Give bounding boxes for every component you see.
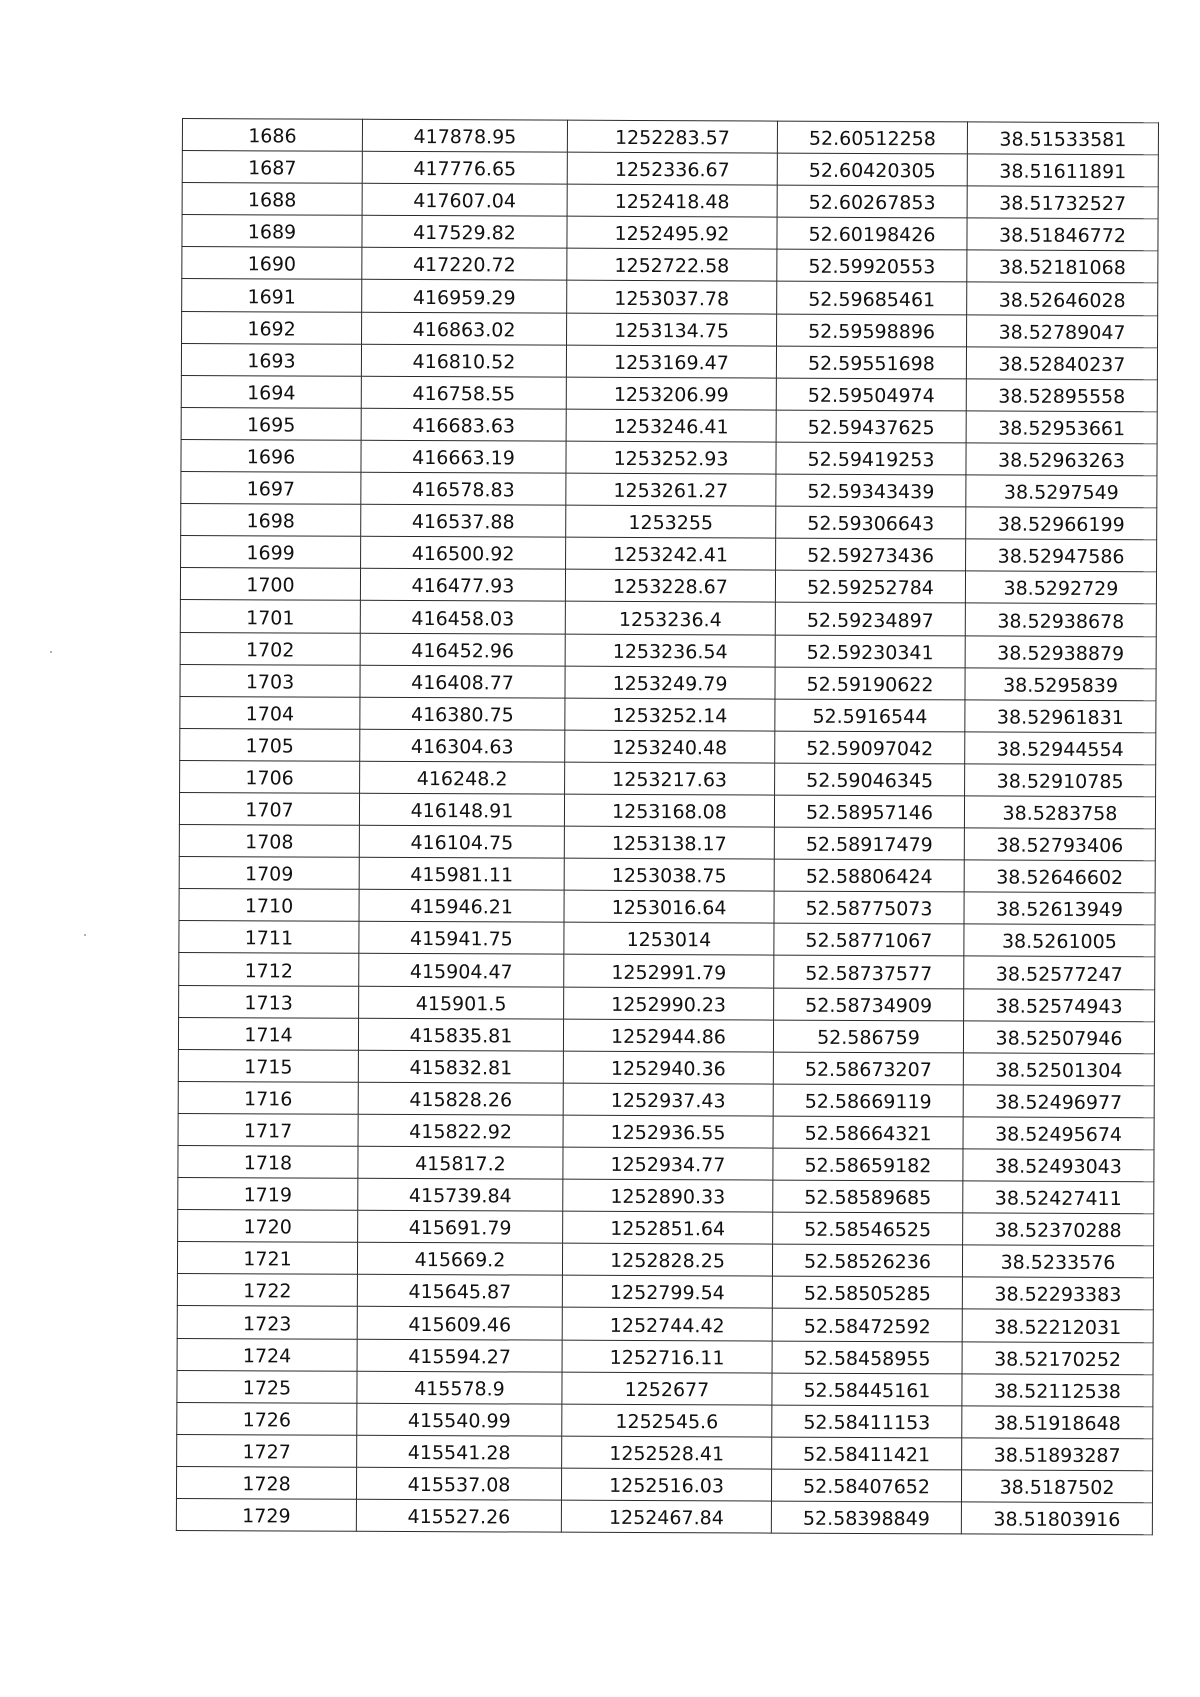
point-number-cell: 1713 (179, 985, 359, 1018)
table-row (179, 825, 1155, 861)
latitude-cell: 52.58669119 (773, 1084, 963, 1117)
point-number-cell: 1711 (179, 921, 359, 954)
latitude-cell: 52.59190622 (775, 667, 965, 700)
table-row (179, 889, 1155, 925)
point-number-cell: 1710 (179, 889, 359, 922)
latitude-cell: 52.59551698 (776, 346, 966, 379)
table-row (179, 953, 1155, 989)
longitude-cell: 38.52495674 (963, 1117, 1154, 1150)
longitude-cell: 38.52427411 (963, 1181, 1154, 1214)
x-coordinate-cell: 416452.96 (360, 633, 565, 666)
point-number-cell: 1728 (176, 1466, 356, 1499)
point-number-cell: 1719 (178, 1178, 358, 1211)
y-coordinate-cell: 1252516.03 (561, 1468, 771, 1501)
x-coordinate-cell: 416863.02 (362, 312, 567, 345)
table-row (181, 536, 1157, 572)
y-coordinate-cell: 1252799.54 (562, 1276, 772, 1309)
scan-speck (50, 651, 52, 653)
table-row (182, 247, 1158, 283)
latitude-cell: 52.59685461 (777, 282, 967, 315)
point-number-cell: 1705 (180, 728, 360, 761)
x-coordinate-cell: 415537.08 (356, 1467, 561, 1500)
y-coordinate-cell: 1252677 (562, 1372, 772, 1405)
longitude-cell: 38.52938879 (965, 635, 1156, 668)
y-coordinate-cell: 1252467.84 (561, 1500, 771, 1533)
latitude-cell: 52.5916544 (775, 699, 965, 732)
x-coordinate-cell: 416104.75 (359, 825, 564, 858)
longitude-cell: 38.51893287 (962, 1438, 1153, 1471)
table-row (176, 1499, 1152, 1535)
x-coordinate-cell: 415901.5 (359, 986, 564, 1019)
x-coordinate-cell: 415817.2 (358, 1146, 563, 1179)
latitude-cell: 52.58589685 (773, 1180, 963, 1213)
table-row (181, 375, 1157, 411)
longitude-cell: 38.52112538 (962, 1374, 1153, 1407)
point-number-cell: 1688 (182, 183, 362, 216)
y-coordinate-cell: 1253014 (564, 923, 774, 956)
point-number-cell: 1706 (180, 760, 360, 793)
longitude-cell: 38.52895558 (966, 379, 1157, 412)
longitude-cell: 38.52370288 (963, 1213, 1154, 1246)
y-coordinate-cell: 1252722.58 (567, 249, 777, 282)
latitude-cell: 52.59504974 (776, 378, 966, 411)
table-row (178, 1210, 1154, 1246)
latitude-cell: 52.58673207 (773, 1052, 963, 1085)
table-row (180, 600, 1156, 636)
x-coordinate-cell: 416304.63 (360, 729, 565, 762)
x-coordinate-cell: 416477.93 (360, 569, 565, 602)
longitude-cell: 38.5295839 (965, 668, 1156, 701)
y-coordinate-cell: 1252991.79 (564, 955, 774, 988)
x-coordinate-cell: 415904.47 (359, 954, 564, 987)
y-coordinate-cell: 1252940.36 (563, 1051, 773, 1084)
y-coordinate-cell: 1253249.79 (565, 666, 775, 699)
longitude-cell: 38.52947586 (966, 539, 1157, 572)
latitude-cell: 52.59920553 (777, 249, 967, 282)
table-row (177, 1274, 1153, 1310)
point-number-cell: 1714 (178, 1017, 358, 1050)
x-coordinate-cell: 416458.03 (360, 601, 565, 634)
latitude-cell: 52.59097042 (775, 731, 965, 764)
table-row (182, 151, 1158, 187)
x-coordinate-cell: 415835.81 (358, 1018, 563, 1051)
coordinates-table (176, 118, 1159, 1535)
longitude-cell: 38.52840237 (966, 347, 1157, 380)
latitude-cell: 52.58917479 (774, 827, 964, 860)
point-number-cell: 1709 (179, 857, 359, 890)
y-coordinate-cell: 1252744.42 (562, 1308, 772, 1341)
longitude-cell: 38.52961831 (965, 700, 1156, 733)
longitude-cell: 38.51918648 (962, 1406, 1153, 1439)
point-number-cell: 1697 (181, 472, 361, 505)
latitude-cell: 52.59598896 (777, 314, 967, 347)
x-coordinate-cell: 416248.2 (360, 761, 565, 794)
y-coordinate-cell: 1252851.64 (563, 1211, 773, 1244)
table-row (180, 728, 1156, 764)
latitude-cell: 52.59343439 (776, 474, 966, 507)
y-coordinate-cell: 1253138.17 (564, 826, 774, 859)
table-body (176, 119, 1158, 1535)
latitude-cell: 52.58398849 (771, 1501, 961, 1534)
y-coordinate-cell: 1252495.92 (567, 216, 777, 249)
latitude-cell: 52.59252784 (775, 570, 965, 603)
table-row (177, 1402, 1153, 1438)
point-number-cell: 1716 (178, 1081, 358, 1114)
point-number-cell: 1725 (177, 1370, 357, 1403)
table-row (178, 1145, 1154, 1181)
longitude-cell: 38.52646028 (967, 282, 1158, 315)
y-coordinate-cell: 1252336.67 (567, 152, 777, 185)
point-number-cell: 1715 (178, 1049, 358, 1082)
x-coordinate-cell: 416408.77 (360, 665, 565, 698)
y-coordinate-cell: 1253169.47 (566, 345, 776, 378)
y-coordinate-cell: 1253038.75 (564, 858, 774, 891)
point-number-cell: 1717 (178, 1113, 358, 1146)
x-coordinate-cell: 417529.82 (362, 216, 567, 249)
y-coordinate-cell: 1253037.78 (567, 281, 777, 314)
table-row (178, 1113, 1154, 1149)
table-row (177, 1306, 1153, 1342)
longitude-cell: 38.52577247 (964, 956, 1155, 989)
longitude-cell: 38.52293383 (962, 1277, 1153, 1310)
y-coordinate-cell: 1253261.27 (566, 473, 776, 506)
longitude-cell: 38.52789047 (967, 314, 1158, 347)
latitude-cell: 52.58458955 (772, 1341, 962, 1374)
point-number-cell: 1707 (179, 792, 359, 825)
table-row (177, 1370, 1153, 1406)
longitude-cell: 38.52646602 (964, 860, 1155, 893)
table-row (179, 857, 1155, 893)
table-row (178, 1178, 1154, 1214)
point-number-cell: 1721 (177, 1242, 357, 1275)
table-row (180, 760, 1156, 796)
y-coordinate-cell: 1253016.64 (564, 890, 774, 923)
x-coordinate-cell: 415609.46 (357, 1307, 562, 1340)
longitude-cell: 38.52966199 (966, 507, 1157, 540)
point-number-cell: 1700 (180, 568, 360, 601)
point-number-cell: 1703 (180, 664, 360, 697)
latitude-cell: 52.58505285 (772, 1276, 962, 1309)
latitude-cell: 52.58659182 (773, 1148, 963, 1181)
y-coordinate-cell: 1253252.93 (566, 441, 776, 474)
x-coordinate-cell: 415941.75 (359, 922, 564, 955)
y-coordinate-cell: 1252937.43 (563, 1083, 773, 1116)
table-row (177, 1434, 1153, 1470)
longitude-cell: 38.52953661 (966, 411, 1157, 444)
point-number-cell: 1693 (181, 343, 361, 376)
latitude-cell: 52.586759 (773, 1020, 963, 1053)
latitude-cell: 52.59234897 (775, 603, 965, 636)
y-coordinate-cell: 1252936.55 (563, 1115, 773, 1148)
longitude-cell: 38.52910785 (965, 764, 1156, 797)
longitude-cell: 38.52793406 (964, 828, 1155, 861)
table-row (181, 439, 1157, 475)
y-coordinate-cell: 1253228.67 (565, 569, 775, 602)
longitude-cell: 38.51533581 (967, 122, 1158, 155)
table-row (179, 985, 1155, 1021)
x-coordinate-cell: 416537.88 (361, 504, 566, 537)
x-coordinate-cell: 415527.26 (356, 1499, 561, 1532)
longitude-cell: 38.5187502 (961, 1470, 1152, 1503)
point-number-cell: 1704 (180, 696, 360, 729)
longitude-cell: 38.51732527 (967, 186, 1158, 219)
x-coordinate-cell: 416959.29 (362, 280, 567, 313)
point-number-cell: 1712 (179, 953, 359, 986)
table-row (182, 119, 1158, 155)
x-coordinate-cell: 415669.2 (357, 1243, 562, 1276)
latitude-cell: 52.58664321 (773, 1116, 963, 1149)
y-coordinate-cell: 1252890.33 (563, 1179, 773, 1212)
point-number-cell: 1690 (182, 247, 362, 280)
longitude-cell: 38.52938678 (965, 603, 1156, 636)
table-row (181, 343, 1157, 379)
longitude-cell: 38.52613949 (964, 892, 1155, 925)
y-coordinate-cell: 1253252.14 (565, 698, 775, 731)
latitude-cell: 52.58546525 (773, 1212, 963, 1245)
latitude-cell: 52.58737577 (774, 956, 964, 989)
y-coordinate-cell: 1253217.63 (565, 762, 775, 795)
x-coordinate-cell: 417878.95 (362, 119, 567, 152)
x-coordinate-cell: 415946.21 (359, 890, 564, 923)
x-coordinate-cell: 416380.75 (360, 697, 565, 730)
x-coordinate-cell: 416810.52 (361, 344, 566, 377)
table-row (181, 472, 1157, 508)
y-coordinate-cell: 1252944.86 (563, 1019, 773, 1052)
y-coordinate-cell: 1252990.23 (564, 987, 774, 1020)
y-coordinate-cell: 1253134.75 (567, 313, 777, 346)
x-coordinate-cell: 416578.83 (361, 472, 566, 505)
point-number-cell: 1699 (181, 536, 361, 569)
table-row (176, 1466, 1152, 1502)
longitude-cell: 38.52496977 (963, 1085, 1154, 1118)
longitude-cell: 38.52501304 (963, 1053, 1154, 1086)
x-coordinate-cell: 415822.92 (358, 1114, 563, 1147)
latitude-cell: 52.58775073 (774, 891, 964, 924)
y-coordinate-cell: 1252418.48 (567, 184, 777, 217)
point-number-cell: 1687 (182, 151, 362, 184)
latitude-cell: 52.59437625 (776, 410, 966, 443)
latitude-cell: 52.60512258 (777, 121, 967, 154)
point-number-cell: 1718 (178, 1145, 358, 1178)
x-coordinate-cell: 415540.99 (357, 1403, 562, 1436)
x-coordinate-cell: 415541.28 (357, 1435, 562, 1468)
table-row (178, 1081, 1154, 1117)
longitude-cell: 38.52212031 (962, 1309, 1153, 1342)
point-number-cell: 1701 (180, 600, 360, 633)
y-coordinate-cell: 1253206.99 (566, 377, 776, 410)
y-coordinate-cell: 1253242.41 (566, 537, 776, 570)
y-coordinate-cell: 1253236.4 (565, 602, 775, 635)
longitude-cell: 38.51803916 (961, 1502, 1152, 1535)
y-coordinate-cell: 1252528.41 (562, 1436, 772, 1469)
y-coordinate-cell: 1252934.77 (563, 1147, 773, 1180)
point-number-cell: 1724 (177, 1338, 357, 1371)
longitude-cell: 38.52493043 (963, 1149, 1154, 1182)
table-row (181, 504, 1157, 540)
latitude-cell: 52.60267853 (777, 185, 967, 218)
y-coordinate-cell: 1252828.25 (562, 1243, 772, 1276)
latitude-cell: 52.60198426 (777, 217, 967, 250)
longitude-cell: 38.51611891 (967, 154, 1158, 187)
longitude-cell: 38.5261005 (964, 924, 1155, 957)
table-row (177, 1242, 1153, 1278)
table-row (182, 215, 1158, 251)
x-coordinate-cell: 415645.87 (357, 1275, 562, 1308)
point-number-cell: 1702 (180, 632, 360, 665)
table-row (182, 279, 1158, 315)
point-number-cell: 1729 (176, 1499, 356, 1532)
point-number-cell: 1692 (182, 311, 362, 344)
latitude-cell: 52.58957146 (774, 795, 964, 828)
x-coordinate-cell: 415981.11 (359, 857, 564, 890)
longitude-cell: 38.5297549 (966, 475, 1157, 508)
x-coordinate-cell: 415594.27 (357, 1339, 562, 1372)
point-number-cell: 1727 (177, 1434, 357, 1467)
table-row (182, 311, 1158, 347)
longitude-cell: 38.52944554 (965, 732, 1156, 765)
x-coordinate-cell: 415739.84 (358, 1178, 563, 1211)
point-number-cell: 1726 (177, 1402, 357, 1435)
x-coordinate-cell: 417220.72 (362, 248, 567, 281)
longitude-cell: 38.52181068 (967, 250, 1158, 283)
y-coordinate-cell: 1252545.6 (562, 1404, 772, 1437)
point-number-cell: 1722 (177, 1274, 357, 1307)
table-row (180, 632, 1156, 668)
point-number-cell: 1686 (182, 119, 362, 152)
longitude-cell: 38.5283758 (964, 796, 1155, 829)
point-number-cell: 1723 (177, 1306, 357, 1339)
table-row (178, 1049, 1154, 1085)
point-number-cell: 1720 (178, 1210, 358, 1243)
longitude-cell: 38.5292729 (965, 571, 1156, 604)
table-row (182, 183, 1158, 219)
table-row (180, 664, 1156, 700)
table-row (177, 1338, 1153, 1374)
latitude-cell: 52.59419253 (776, 442, 966, 475)
x-coordinate-cell: 416500.92 (361, 537, 566, 570)
latitude-cell: 52.58806424 (774, 859, 964, 892)
point-number-cell: 1708 (179, 825, 359, 858)
latitude-cell: 52.58445161 (772, 1373, 962, 1406)
latitude-cell: 52.58771067 (774, 923, 964, 956)
latitude-cell: 52.59046345 (775, 763, 965, 796)
latitude-cell: 52.58526236 (772, 1244, 962, 1277)
x-coordinate-cell: 417776.65 (362, 151, 567, 184)
x-coordinate-cell: 416148.91 (359, 793, 564, 826)
point-number-cell: 1698 (181, 504, 361, 537)
table-row (180, 568, 1156, 604)
x-coordinate-cell: 416758.55 (361, 376, 566, 409)
x-coordinate-cell: 416683.63 (361, 408, 566, 441)
latitude-cell: 52.58407652 (771, 1469, 961, 1502)
latitude-cell: 52.58734909 (774, 988, 964, 1021)
point-number-cell: 1694 (181, 375, 361, 408)
x-coordinate-cell: 415691.79 (358, 1210, 563, 1243)
latitude-cell: 52.60420305 (777, 153, 967, 186)
latitude-cell: 52.59273436 (776, 538, 966, 571)
point-number-cell: 1695 (181, 407, 361, 440)
y-coordinate-cell: 1253255 (566, 505, 776, 538)
point-number-cell: 1696 (181, 439, 361, 472)
longitude-cell: 38.52963263 (966, 443, 1157, 476)
longitude-cell: 38.52507946 (963, 1021, 1154, 1054)
table-row (181, 407, 1157, 443)
table-row (178, 1017, 1154, 1053)
scan-speck (84, 934, 86, 936)
latitude-cell: 52.58411421 (772, 1437, 962, 1470)
table-row (180, 696, 1156, 732)
y-coordinate-cell: 1252716.11 (562, 1340, 772, 1373)
latitude-cell: 52.59306643 (776, 506, 966, 539)
x-coordinate-cell: 415578.9 (357, 1371, 562, 1404)
point-number-cell: 1689 (182, 215, 362, 248)
y-coordinate-cell: 1253246.41 (566, 409, 776, 442)
latitude-cell: 52.59230341 (775, 635, 965, 668)
longitude-cell: 38.51846772 (967, 218, 1158, 251)
table-row (179, 921, 1155, 957)
longitude-cell: 38.5233576 (962, 1245, 1153, 1278)
y-coordinate-cell: 1253236.54 (565, 634, 775, 667)
latitude-cell: 52.58472592 (772, 1309, 962, 1342)
longitude-cell: 38.52574943 (964, 988, 1155, 1021)
table-row (179, 792, 1155, 828)
longitude-cell: 38.52170252 (962, 1341, 1153, 1374)
latitude-cell: 52.58411153 (772, 1405, 962, 1438)
y-coordinate-cell: 1252283.57 (567, 120, 777, 153)
x-coordinate-cell: 415828.26 (358, 1082, 563, 1115)
x-coordinate-cell: 417607.04 (362, 183, 567, 216)
y-coordinate-cell: 1253240.48 (565, 730, 775, 763)
x-coordinate-cell: 415832.81 (358, 1050, 563, 1083)
point-number-cell: 1691 (182, 279, 362, 312)
y-coordinate-cell: 1253168.08 (564, 794, 774, 827)
x-coordinate-cell: 416663.19 (361, 440, 566, 473)
